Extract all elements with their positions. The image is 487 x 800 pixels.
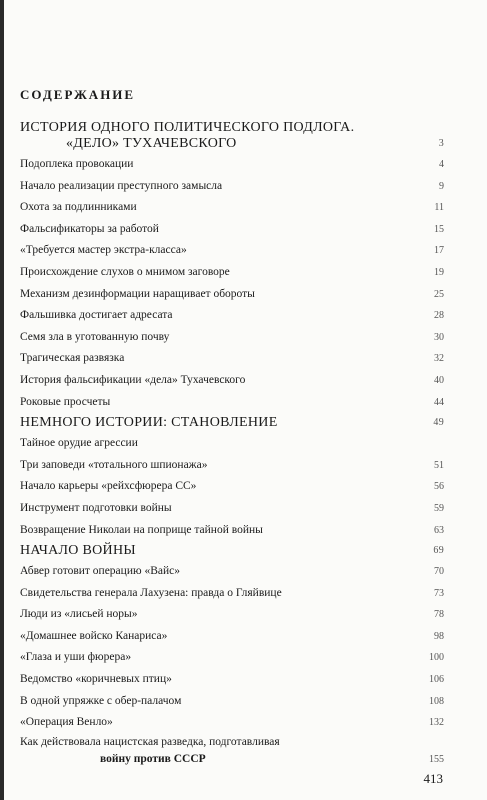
- toc-entry: [20, 327, 444, 349]
- entry-page: 25: [434, 288, 444, 300]
- section-title: НЕМНОГО ИСТОРИИ: СТАНОВЛЕНИЕ: [20, 415, 278, 431]
- entry-page: 78: [434, 609, 444, 621]
- section-page: 3: [438, 138, 444, 149]
- entry-page: 100: [429, 652, 444, 664]
- toc-entry: [20, 219, 444, 241]
- entry-page: 106: [429, 674, 444, 686]
- page-number: 413: [423, 771, 443, 786]
- section-page: 49: [433, 417, 444, 429]
- section-title-line2: «ДЕЛО» ТУХАЧЕВСКОГО: [66, 136, 237, 151]
- toc-entry: [20, 392, 444, 414]
- entry-page: 28: [434, 310, 444, 322]
- toc-entry: [20, 176, 444, 198]
- entry-page: 44: [434, 396, 444, 408]
- entry-text: «Глаза и уши фюрера»: [20, 651, 132, 664]
- toc-entry: [20, 691, 444, 713]
- entry-text: Возвращение Николаи на поприще тайной войны: [20, 523, 263, 536]
- toc-section-1: [20, 120, 444, 152]
- entry-text-continued: войну против СССР: [100, 752, 206, 765]
- entry-text: Начало реализации преступного замысла: [20, 179, 223, 192]
- entry-text: «Домашнее войско Канариса»: [20, 629, 168, 642]
- toc-entry: [20, 498, 444, 520]
- toc-section-3: [20, 543, 444, 559]
- entry-text: Свидетельства генерала Лахузена: правда о Гляйвице: [20, 586, 282, 599]
- section-title: ИСТОРИЯ ОДНОГО ПОЛИТИЧЕСКОГО ПОДЛОГА.: [20, 120, 355, 135]
- toc-entry: [20, 561, 444, 583]
- entry-text: Роковые просчеты: [20, 395, 111, 408]
- entry-text: Ведомство «коричневых птиц»: [20, 673, 172, 686]
- toc-entry: [20, 476, 444, 498]
- entry-page: 30: [434, 331, 444, 343]
- entry-text: История фальсификации «дела» Тухачевского: [20, 373, 246, 386]
- entry-page: 59: [434, 502, 444, 514]
- entry-page: 70: [434, 566, 444, 578]
- table-of-contents: [20, 120, 444, 768]
- entry-page: 9: [439, 180, 444, 192]
- toc-entry: [20, 583, 444, 605]
- entry-text: «Требуется мастер экстра-класса»: [20, 244, 187, 257]
- section-title: НАЧАЛО ВОЙНЫ: [20, 543, 136, 559]
- entry-page: 4: [439, 159, 444, 170]
- page-edge-shadow: [0, 0, 4, 800]
- entry-page: 108: [429, 695, 444, 707]
- entry-page: 19: [434, 266, 444, 278]
- entry-text: Тайное орудие агрессии: [20, 437, 138, 450]
- entry-page: 40: [434, 374, 444, 386]
- entry-page: 155: [429, 753, 444, 765]
- toc-entry: [20, 712, 444, 734]
- entry-page: 132: [429, 717, 444, 729]
- entry-text: Абвер готовит операцию «Вайс»: [20, 565, 180, 578]
- toc-entry: [20, 154, 444, 176]
- entry-text: Как действовала нацистская разведка, подготавливая: [20, 735, 280, 748]
- entry-text: Подоплека провокации: [20, 158, 134, 170]
- entry-text: Фальшивка достигает адресата: [20, 309, 173, 322]
- toc-entry: [20, 455, 444, 477]
- section-page: 69: [433, 545, 444, 557]
- entry-page: 73: [434, 587, 444, 599]
- entry-page: 56: [434, 481, 444, 493]
- toc-entry: [20, 262, 444, 284]
- contents-heading: СОДЕРЖАНИЕ: [20, 87, 136, 102]
- toc-entry: [20, 626, 444, 648]
- entry-page: 51: [434, 459, 444, 471]
- toc-entry: [20, 305, 444, 327]
- entry-text: Трагическая развязка: [20, 352, 125, 365]
- entry-page: 17: [434, 245, 444, 257]
- entry-page: 63: [434, 524, 444, 536]
- toc-entry: [20, 433, 444, 455]
- toc-entry: [20, 370, 444, 392]
- entry-text: В одной упряжке с обер-палачом: [20, 694, 182, 707]
- toc-entry: [20, 348, 444, 370]
- toc-entry-multiline: [20, 734, 444, 768]
- entry-text: Охота за подлинниками: [20, 201, 137, 214]
- entry-text: Люди из «лисьей норы»: [20, 608, 138, 621]
- entry-page: 32: [434, 353, 444, 365]
- entry-page: 15: [434, 223, 444, 235]
- entry-text: Три заповеди «тотального шпионажа»: [20, 458, 208, 471]
- toc-entry: [20, 197, 444, 219]
- entry-text: Фальсификаторы за работой: [20, 222, 159, 235]
- toc-entry: [20, 240, 444, 262]
- entry-text: Происхождение слухов о мнимом заговоре: [20, 265, 230, 278]
- toc-entry: [20, 520, 444, 542]
- entry-page: 11: [434, 202, 444, 214]
- entry-text: «Операция Венло»: [20, 716, 113, 729]
- entry-text: Семя зла в уготованную почву: [20, 330, 170, 343]
- toc-entry: [20, 647, 444, 669]
- entry-text: Инструмент подготовки войны: [20, 501, 172, 514]
- toc-section-2: [20, 415, 444, 431]
- entry-text: Начало карьеры «рейхсфюрера СС»: [20, 480, 197, 493]
- toc-entry: [20, 669, 444, 691]
- toc-entry: [20, 604, 444, 626]
- entry-page: 98: [434, 630, 444, 642]
- toc-entry: [20, 284, 444, 306]
- entry-text: Механизм дезинформации наращивает обороты: [20, 287, 255, 300]
